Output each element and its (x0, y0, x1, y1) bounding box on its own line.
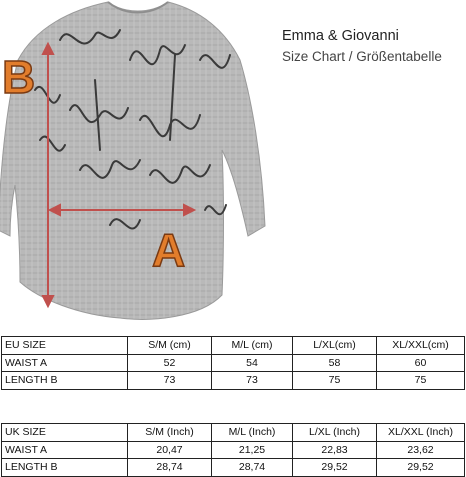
table-cell: 23,62 (377, 441, 465, 459)
table-row (2, 372, 465, 390)
eu-size-table (1, 336, 465, 390)
table-cell: 52 (128, 354, 212, 372)
column-header: M/L (cm) (212, 337, 293, 355)
table-cell: 28,74 (128, 459, 212, 477)
uk-size-table (1, 423, 465, 477)
table-cell: 73 (128, 372, 212, 390)
label-a: A (152, 224, 186, 276)
column-header: S/M (cm) (128, 337, 212, 355)
column-header: UK SIZE (2, 424, 128, 442)
table-cell: 75 (293, 372, 377, 390)
column-header: S/M (Inch) (128, 424, 212, 442)
table-row (2, 459, 465, 477)
product-image (0, 0, 270, 328)
sweater-shape (0, 2, 265, 319)
row-label: WAIST A (2, 354, 128, 372)
row-label: LENGTH B (2, 459, 128, 477)
column-header: XL/XXL (Inch) (377, 424, 465, 442)
row-label: LENGTH B (2, 372, 128, 390)
table-header-row (2, 337, 465, 355)
column-header: M/L (Inch) (212, 424, 293, 442)
table-cell: 29,52 (293, 459, 377, 477)
table-cell: 58 (293, 354, 377, 372)
table-row (2, 441, 465, 459)
size-chart-title: Size Chart / Größentabelle (282, 49, 442, 64)
table-cell: 29,52 (377, 459, 465, 477)
row-label: WAIST A (2, 441, 128, 459)
label-b: B (2, 51, 36, 103)
brand-name: Emma & Giovanni (282, 28, 399, 44)
table-cell: 54 (212, 354, 293, 372)
table-cell: 21,25 (212, 441, 293, 459)
table-cell: 22,83 (293, 441, 377, 459)
column-header: L/XL (Inch) (293, 424, 377, 442)
table-cell: 75 (377, 372, 465, 390)
column-header: XL/XXL(cm) (377, 337, 465, 355)
table-row (2, 354, 465, 372)
table-cell: 28,74 (212, 459, 293, 477)
table-cell: 73 (212, 372, 293, 390)
table-cell: 20,47 (128, 441, 212, 459)
column-header: EU SIZE (2, 337, 128, 355)
sweater-illustration (0, 0, 270, 328)
table-header-row (2, 424, 465, 442)
table-cell: 60 (377, 354, 465, 372)
column-header: L/XL(cm) (293, 337, 377, 355)
